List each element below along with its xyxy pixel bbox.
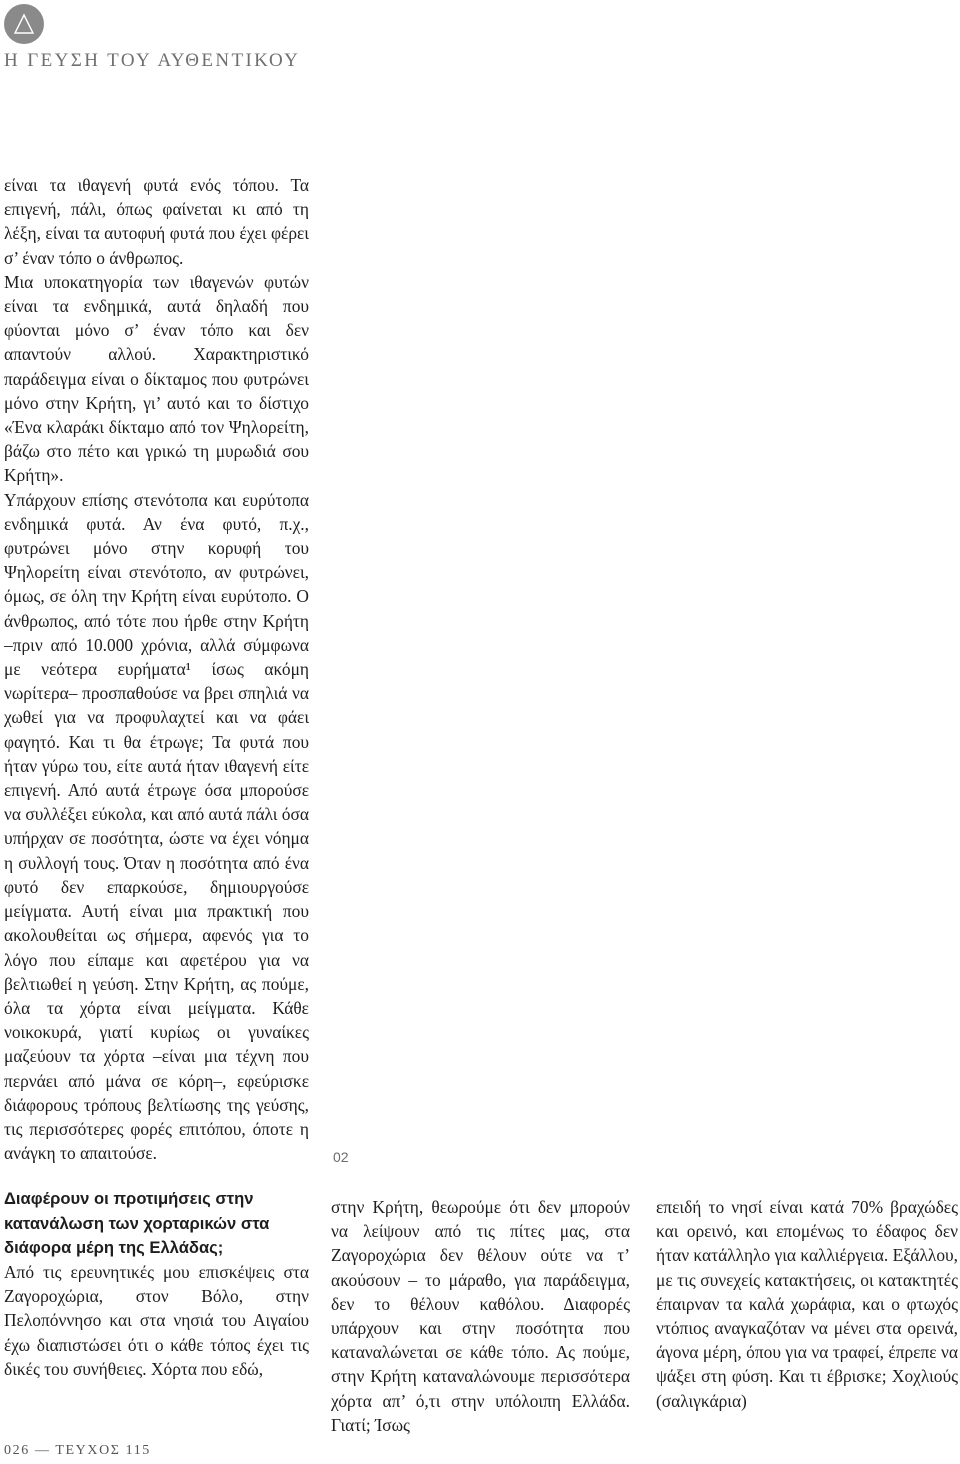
magazine-logo (4, 4, 44, 44)
interview-question: Διαφέρουν οι προτιμήσεις στην κατανάλωση των χορταρικών στα διάφορα μέρη της Ελλάδας; (4, 1189, 270, 1257)
page-footer: 026 — ΤΕΥΧΟΣ 115 (4, 1443, 151, 1458)
article-column-2 (331, 1195, 630, 1437)
paragraph: είναι τα ιθαγενή φυτά ενός τόπου. Τα επιγενή, πάλι, όπως φαίνεται κι από τη λέξη, είναι τα αυτοφυή φυτά που έχει φέρει σ’ έναν τόπο ο άνθρωπος. (4, 175, 309, 268)
figure-number: 02 (333, 1149, 349, 1165)
article-column-1 (4, 173, 309, 1381)
paragraph: επειδή το νησί είναι κατά 70% βραχώδες και ορεινό, και επομένως το έδαφος δεν ήταν κατάλληλο για καλλιέργεια. Εξάλλου, με τις συνεχείς κατακτήσεις, οι κατακτητές έπαιρναν τα καλά χωράφια, και ο φτωχός ντόπιος αναγκαζόταν να μένει στα ορεινά, άγονα μέρη, όπου για να τραφεί, έπρεπε να ψάξει στη φύση. Και τι έβρισκε; Χοχλιούς (σαλιγκάρια) (656, 1197, 958, 1411)
paragraph: Υπάρχουν επίσης στενότοπα και ευρύτοπα ενδημικά φυτά. Αν ένα φυτό, π.χ., φυτρώνει μόνο στην κορυφή του Ψηλορείτη είναι στενότοπο, αν φυτρώνει, όμως, σε όλη την Κρήτη είναι ευρύτοπο. Ο άνθρωπος, από τότε που ήρθε στην Κρήτη –πριν από 10.000 χρόνια, αλλά σύμφωνα με νεότερα ευρήματα¹ ίσως ακόμη νωρίτερα– προσπαθούσε να βρει σπηλιά να χωθεί για να προφυλαχτεί και να φάει φαγητό. Και τι θα έτρωγε; Τα φυτά που ήταν γύρω του, είτε αυτά ήταν ιθαγενή είτε επιγενή. Από αυτά έτρωγε όσα μπορούσε να συλλέξει εύκολα, και από αυτά πάλι όσα υπήρχαν σε ποσότητα, ώστε να έχει νόημα η συλλογή τους. Όταν η ποσότητα από ένα φυτό δεν επαρκούσε, δημιουργούσε μείγματα. Αυτή είναι μια πρακτική που ακολουθείται ως σήμερα, αφενός για το λόγο που είπαμε και αφετέρου για να βελτιωθεί η γεύση. Στην Κρήτη, ας πούμε, όλα τα χόρτα είναι μείγματα. Κάθε νοικοκυρά, γιατί κυρίως οι γυναίκες μαζεύουν τα χόρτα –είναι μια τέχνη που περνάει από μάνα σε κόρη–, εφεύρισκε διάφορους τρόπους βελτίωσης της γεύσης, τις περισσότερες φορές επιτόπου, όποτε η ανάγκη το απαιτούσε. (4, 489, 309, 1164)
section-title: Η ΓΕΥΣΗ ΤΟΥ ΑΥΘΕΝΤΙΚΟΥ (4, 50, 301, 71)
paragraph: Μια υποκατηγορία των ιθαγενών φυτών είναι τα ενδημικά, αυτά δηλαδή που φύονται μόνο σ’ έναν τόπο και δεν απαντούν αλλού. Χαρακτηριστικό παράδειγμα είναι ο δίκταμος που φυτρώνει μόνο στην Κρήτη, γι’ αυτό και το δίστιχο «Ένα κλαράκι δίκταμο από τον Ψηλορείτη, βάζω στο πέτο και γρικώ τη μυρωδιά σου Κρήτη». (4, 271, 309, 486)
delta-letter-icon (13, 13, 35, 35)
paragraph: στην Κρήτη, θεωρούμε ότι δεν μπορούν να λείψουν από τις πίτες μας, στα Ζαγοροχώρια δεν θέλουν ούτε να τ’ ακούσουν – το μάραθο, για παράδειγμα, δεν το θέλουν καθόλου. Διαφορές υπάρχουν και στην ποσότητα που καταναλώνεται σε κάθε τόπο. Ας πούμε, στην Κρήτη καταναλώνουμε περισσότερα χόρτα απ’ ό,τι στην υπόλοιπη Ελλάδα. Γιατί; Ίσως (331, 1197, 630, 1435)
article-column-3 (656, 1195, 958, 1413)
interview-answer: Από τις ερευνητικές μου επισκέψεις στα Ζαγοροχώρια, στον Βόλο, στην Πελοπόννησο και στα νησιά του Αιγαίου έχω διαπιστώσει ότι ο κάθε τόπος έχει τις δικές του συνήθειες. Χόρτα που εδώ, (4, 1261, 309, 1379)
